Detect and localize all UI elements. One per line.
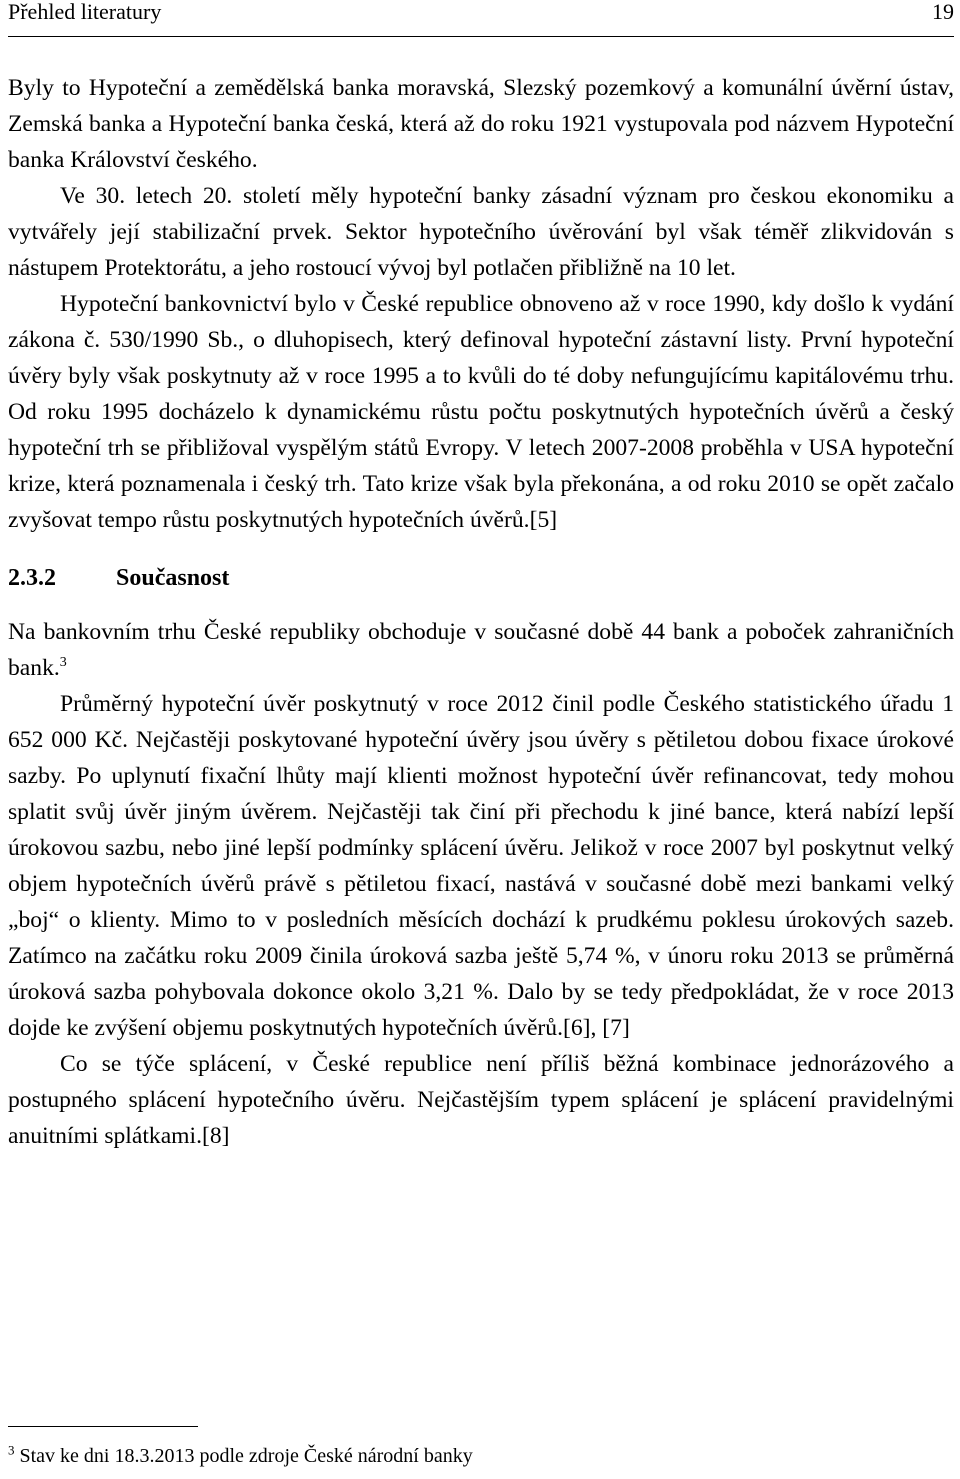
paragraph: Byly to Hypoteční a zemědělská banka moravská, Slezský pozemkový a komunální úvěrní ústav, Zemská banka a Hypoteční banka česká, která až do roku 1921 vystupovala pod názvem Hypoteční banka Království českého.	[8, 75, 954, 173]
paragraph: Průměrný hypoteční úvěr poskytnutý v roce 2012 činil podle Českého statistického úřadu 1 652 000 Kč. Nejčastěji poskytované hypoteční úvěry jsou úvěry s pětiletou dobou fixace úrokové sazby. Po uplynutí fixační lhůty mají klienti možnost hypoteční úvěr refinancovat, tedy mohou splatit svůj úvěr jiným úvěrem. Nejčastěji tak činí při přechodu k jiné bance, která nabízí lepší úrokovou sazbu, nebo jiné lepší podmínky splácení úvěru. Jelikož v roce 2007 byl poskytnut velký objem hypotečních úvěrů právě s pětiletou fixací, nastává v současné době mezi bankami velký „boj“ o klienty. Mimo to v posledních měsících dochází k prudkému poklesu úrokových sazeb. Zatímco na začátku roku 2009 činila úroková sazba ještě 5,74 %, v únoru roku 2013 se průměrná úroková sazba pohybovala dokonce okolo 3,21 %. Dalo by se tedy předpokládat, že v roce 2013 dojde ke zvýšení objemu poskytnutých hypotečních úvěrů.[6], [7]	[8, 691, 954, 1041]
section-title: Současnost	[116, 565, 230, 591]
footnote-text: Stav ke dni 18.3.2013 podle zdroje České národní banky	[19, 1445, 473, 1467]
footnote-separator	[8, 1426, 198, 1427]
paragraph: Ve 30. letech 20. století měly hypoteční banky zásadní význam pro českou ekonomiku a vytvářely její stabilizační prvek. Sektor hypotečního úvěrování byl však téměř zlikvidován s nástupem Protektorátu, a jeho rostoucí vývoj byl potlačen přibližně na 10 let.	[8, 183, 954, 281]
footnote-reference: 3	[59, 655, 67, 671]
running-header	[8, 0, 954, 37]
chapter-title: Přehled literatury	[8, 0, 162, 24]
section-number: 2.3.2	[8, 565, 56, 591]
page-number: 19	[932, 0, 954, 24]
body-text	[8, 70, 954, 1154]
paragraph: Co se týče splácení, v České republice není příliš běžná kombinace jednorázového a postupného splácení hypotečního úvěru. Nejčastějším typem splácení je splácení pravidelnými anuitními splátkami.[8]	[8, 1051, 954, 1149]
footnote	[8, 1444, 473, 1468]
paragraph	[8, 614, 954, 686]
section-heading	[8, 560, 954, 596]
footnote-number: 3	[8, 1442, 15, 1458]
paragraph-text: Na bankovním trhu České republiky obchoduje v současné době 44 bank a poboček zahraničních bank.	[8, 619, 954, 681]
paragraph: Hypoteční bankovnictví bylo v České republice obnoveno až v roce 1990, kdy došlo k vydání zákona č. 530/1990 Sb., o dluhopisech, který definoval hypoteční zástavní listy. První hypoteční úvěry byly však poskytnuty až v roce 1995 a to kvůli do té doby nefungujícímu kapitálovému trhu. Od roku 1995 docházelo k dynamickému růstu počtu poskytnutých hypotečních úvěrů a český hypoteční trh se přibližoval vyspělým států Evropy. V letech 2007-2008 proběhla v USA hypoteční krize, která poznamenala i český trh. Tato krize však byla překonána, a od roku 2010 se opět začalo zvyšovat tempo růstu poskytnutých hypotečních úvěrů.[5]	[8, 291, 954, 533]
document-page	[8, 0, 954, 1479]
